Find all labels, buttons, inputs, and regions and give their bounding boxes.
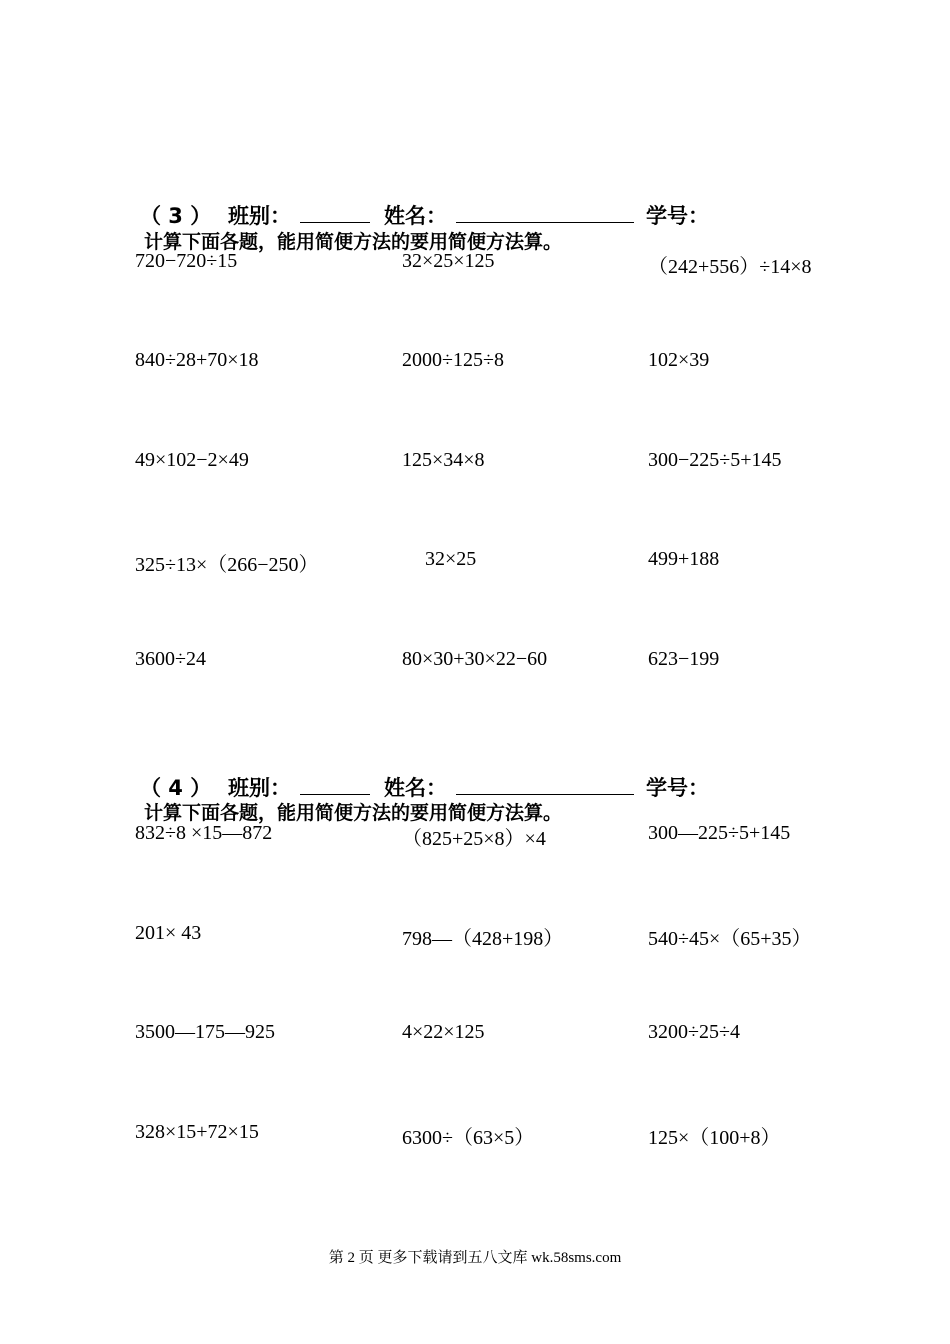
problem: 328×15+72×15 bbox=[135, 1121, 259, 1143]
problem: （242+556）÷14×8 bbox=[648, 256, 812, 278]
problem: 840÷28+70×18 bbox=[135, 349, 259, 371]
name-label: 姓名： bbox=[384, 204, 447, 228]
problem: 300−225÷5+145 bbox=[648, 449, 782, 471]
section-number: （ 3 ） bbox=[140, 204, 212, 228]
problem: 623−199 bbox=[648, 648, 720, 670]
problem: （825+25×8）×4 bbox=[402, 828, 546, 850]
problem: 540÷45×（65+35） bbox=[648, 928, 812, 950]
problem: 49×102−2×49 bbox=[135, 449, 249, 471]
class-label: 班别： bbox=[228, 776, 291, 800]
instruction: 计算下面各题，能用简便方法的要用简便方法算。 bbox=[144, 802, 563, 824]
section-number: （ 4 ） bbox=[140, 776, 212, 800]
problem: 125×34×8 bbox=[402, 449, 485, 471]
problem: 3500—175—925 bbox=[135, 1021, 275, 1043]
class-label: 班别： bbox=[228, 204, 291, 228]
problem: 32×25×125 bbox=[402, 250, 495, 272]
name-blank[interactable] bbox=[456, 794, 634, 795]
problem: 720−720÷15 bbox=[135, 250, 238, 272]
instruction: 计算下面各题，能用简便方法的要用简便方法算。 bbox=[144, 231, 563, 253]
problem: 201× 43 bbox=[135, 922, 202, 944]
problem: 300—225÷5+145 bbox=[648, 822, 791, 844]
problem: 3600÷24 bbox=[135, 648, 206, 670]
problem: 832÷8 ×15—872 bbox=[135, 822, 273, 844]
class-blank[interactable] bbox=[300, 794, 370, 795]
problem: 32×25 bbox=[425, 548, 477, 570]
problem: 3200÷25÷4 bbox=[648, 1021, 740, 1043]
name-label: 姓名： bbox=[384, 776, 447, 800]
problem: 2000÷125÷8 bbox=[402, 349, 504, 371]
id-label: 学号： bbox=[646, 776, 709, 800]
class-blank[interactable] bbox=[300, 222, 370, 223]
problem: 6300÷（63×5） bbox=[402, 1127, 535, 1149]
problem: 325÷13×（266−250） bbox=[135, 554, 319, 576]
page-footer: 第 2 页 更多下载请到五八文库 wk.58sms.com bbox=[328, 1250, 622, 1266]
problem: 798—（428+198） bbox=[402, 928, 564, 950]
problem: 102×39 bbox=[648, 349, 710, 371]
problem: 80×30+30×22−60 bbox=[402, 648, 548, 670]
problem: 4×22×125 bbox=[402, 1021, 485, 1043]
name-blank[interactable] bbox=[456, 222, 634, 223]
problem: 499+188 bbox=[648, 548, 720, 570]
problem: 125×（100+8） bbox=[648, 1127, 781, 1149]
id-label: 学号： bbox=[646, 204, 709, 228]
